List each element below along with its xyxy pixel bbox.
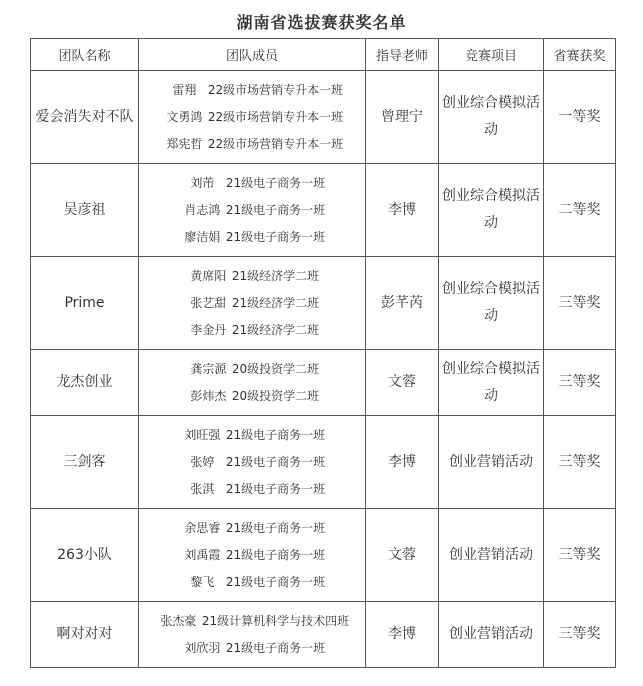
member-class: 22级市场营销专升本一班 (207, 109, 344, 124)
member-class: 20级投资学二班 (231, 361, 320, 376)
header-award: 省赛获奖 (544, 39, 616, 71)
member-class: 21级电子商务一班 (225, 175, 326, 190)
member-name: 郑宪哲 (166, 136, 203, 151)
event-cell: 创业营销活动 (439, 416, 544, 509)
teacher-cell: 彭芊芮 (366, 257, 439, 350)
member-entry (139, 383, 365, 410)
team-members-cell (139, 257, 366, 350)
member-name: 龚宗源 (190, 361, 227, 376)
header-teacher: 指导老师 (366, 39, 439, 71)
member-class: 21级电子商务一班 (225, 229, 326, 244)
teacher-cell: 文蓉 (366, 509, 439, 602)
member-entry (139, 356, 365, 383)
teacher-cell: 文蓉 (366, 350, 439, 416)
teacher-cell: 李博 (366, 602, 439, 668)
member-name: 张婷 (190, 454, 215, 469)
member-entry (139, 104, 365, 131)
member-class: 21级电子商务一班 (225, 202, 326, 217)
table-row (31, 350, 616, 416)
member-class: 21级电子商务一班 (225, 454, 326, 469)
member-class: 21级电子商务一班 (225, 547, 326, 562)
team-members-cell (139, 350, 366, 416)
header-event: 竞赛项目 (439, 39, 544, 71)
award-cell: 三等奖 (544, 602, 616, 668)
event-cell: 创业综合模拟活动 (439, 164, 544, 257)
member-class: 21级电子商务一班 (225, 574, 326, 589)
member-entry (139, 422, 365, 449)
member-entry (139, 197, 365, 224)
member-name: 黄席阳 (190, 268, 227, 283)
member-name: 刘禹霞 (184, 547, 221, 562)
member-entry (139, 224, 365, 251)
teacher-cell: 李博 (366, 164, 439, 257)
award-cell: 二等奖 (544, 164, 616, 257)
table-row (31, 509, 616, 602)
member-class: 21级电子商务一班 (225, 520, 326, 535)
member-entry (139, 263, 365, 290)
member-name: 廖洁娟 (184, 229, 221, 244)
member-class: 22级市场营销专升本一班 (207, 82, 344, 97)
member-class: 21级经济学二班 (231, 295, 320, 310)
member-entry (139, 515, 365, 542)
event-cell: 创业营销活动 (439, 509, 544, 602)
award-cell: 一等奖 (544, 71, 616, 164)
team-name-cell: 爱会消失对不队 (31, 71, 139, 164)
team-name-cell: Prime (31, 257, 139, 350)
team-name-cell: 吴彦祖 (31, 164, 139, 257)
member-entry (139, 542, 365, 569)
event-cell: 创业营销活动 (439, 602, 544, 668)
teacher-cell: 李博 (366, 416, 439, 509)
member-class: 21级计算机科学与技术四班 (201, 613, 350, 628)
header-team-members: 团队成员 (139, 39, 366, 71)
member-name: 张杰豪 (160, 613, 197, 628)
member-entry (139, 635, 365, 662)
member-class: 20级投资学二班 (231, 388, 320, 403)
member-entry (139, 77, 365, 104)
table-row (31, 602, 616, 668)
member-name: 张淇 (190, 481, 215, 496)
page-title: 湖南省选拔赛获奖名单 (236, 13, 407, 32)
award-cell: 三等奖 (544, 257, 616, 350)
event-cell: 创业综合模拟活动 (439, 350, 544, 416)
member-name: 刘欣羽 (184, 640, 221, 655)
header-team-name: 团队名称 (31, 39, 139, 71)
member-name: 张艺甜 (190, 295, 227, 310)
member-name: 刘旺强 (184, 427, 221, 442)
member-entry (139, 608, 365, 635)
member-name: 雷翔 (172, 82, 197, 97)
event-cell: 创业综合模拟活动 (439, 257, 544, 350)
team-members-cell (139, 416, 366, 509)
team-members-cell (139, 71, 366, 164)
team-name-cell: 263小队 (31, 509, 139, 602)
event-cell: 创业综合模拟活动 (439, 71, 544, 164)
member-entry (139, 569, 365, 596)
team-name-cell: 龙杰创业 (31, 350, 139, 416)
team-members-cell (139, 164, 366, 257)
member-entry (139, 131, 365, 158)
member-name: 余思睿 (184, 520, 221, 535)
member-name: 文勇鸿 (166, 109, 203, 124)
member-class: 21级电子商务一班 (225, 427, 326, 442)
team-name-cell: 三剑客 (31, 416, 139, 509)
member-name: 刘芾 (190, 175, 215, 190)
team-name-cell: 啊对对对 (31, 602, 139, 668)
member-class: 21级电子商务一班 (225, 640, 326, 655)
teacher-cell: 曾理宁 (366, 71, 439, 164)
member-class: 22级市场营销专升本一班 (207, 136, 344, 151)
table-row (31, 257, 616, 350)
member-class: 21级电子商务一班 (225, 481, 326, 496)
awards-table (30, 38, 616, 668)
award-cell: 三等奖 (544, 416, 616, 509)
member-entry (139, 449, 365, 476)
table-row (31, 164, 616, 257)
member-class: 21级经济学二班 (231, 268, 320, 283)
member-entry (139, 290, 365, 317)
member-name: 肖志鸿 (184, 202, 221, 217)
member-name: 彭炜杰 (190, 388, 227, 403)
table-row (31, 71, 616, 164)
member-entry (139, 317, 365, 344)
member-name: 黎飞 (190, 574, 215, 589)
award-cell: 三等奖 (544, 350, 616, 416)
award-cell: 三等奖 (544, 509, 616, 602)
member-entry (139, 170, 365, 197)
team-members-cell (139, 602, 366, 668)
member-class: 21级经济学二班 (231, 322, 320, 337)
table-header-row (31, 39, 616, 71)
team-members-cell (139, 509, 366, 602)
member-entry (139, 476, 365, 503)
member-name: 李金丹 (190, 322, 227, 337)
table-row (31, 416, 616, 509)
